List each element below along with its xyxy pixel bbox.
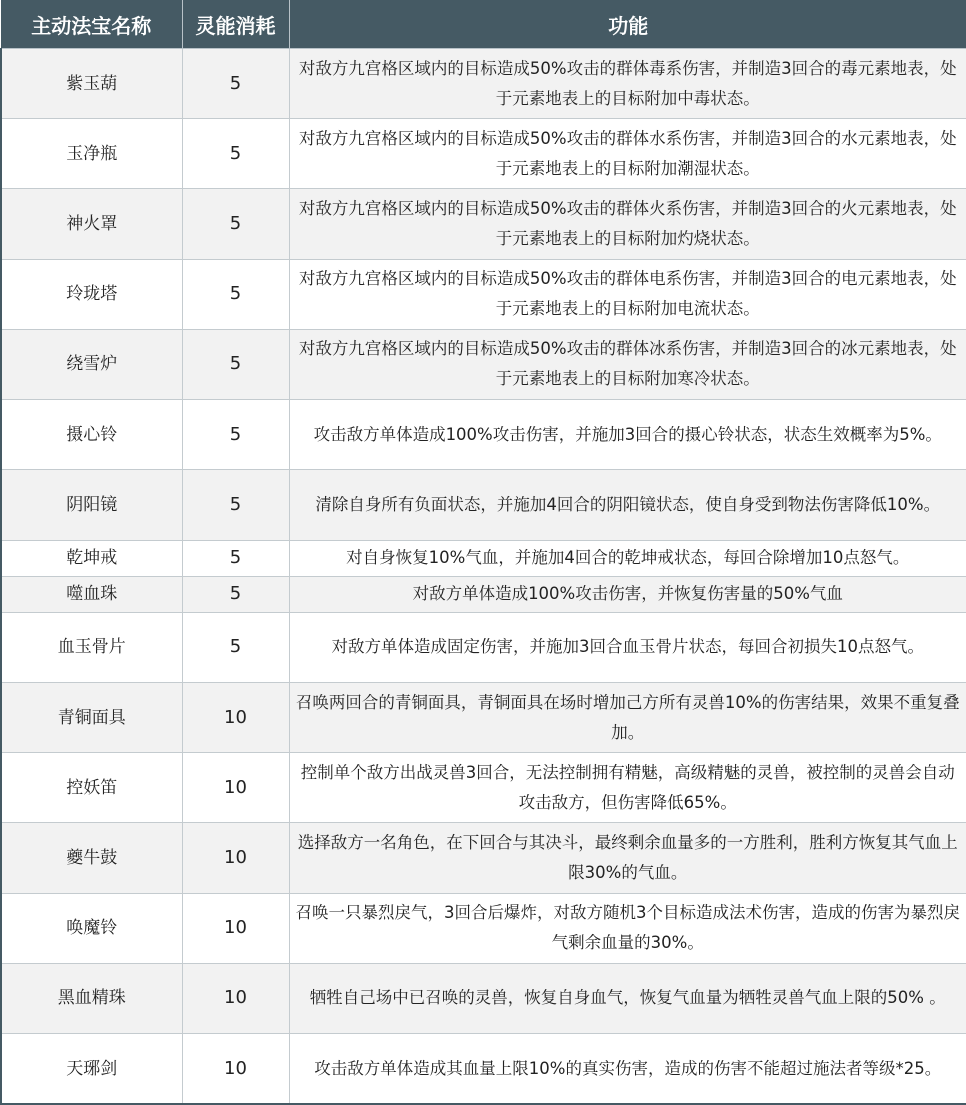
spirit-cost: 5	[182, 470, 289, 540]
table-row	[1, 189, 966, 259]
treasure-function: 攻击敌方单体造成其血量上限10%的真实伤害，造成的伤害不能超过施法者等级*25。	[289, 1034, 966, 1104]
table-row	[1, 400, 966, 470]
table-header-row	[1, 0, 966, 49]
treasure-function: 清除自身所有负面状态，并施加4回合的阴阳镜状态，使自身受到物法伤害降低10%。	[289, 470, 966, 540]
spirit-cost: 10	[182, 1034, 289, 1104]
treasure-name: 控妖笛	[1, 753, 182, 823]
treasure-name: 玉净瓶	[1, 119, 182, 189]
spirit-cost: 10	[182, 893, 289, 963]
spirit-cost: 5	[182, 400, 289, 470]
treasure-name: 夔牛鼓	[1, 823, 182, 893]
treasure-name: 噬血珠	[1, 576, 182, 612]
treasure-name: 乾坤戒	[1, 540, 182, 576]
spirit-cost: 5	[182, 329, 289, 399]
treasure-function: 对自身恢复10%气血，并施加4回合的乾坤戒状态，每回合除增加10点怒气。	[289, 540, 966, 576]
treasure-name: 阴阳镜	[1, 470, 182, 540]
treasure-function: 对敌方九宫格区域内的目标造成50%攻击的群体冰系伤害，并制造3回合的冰元素地表，处于元素地表上的目标附加寒冷状态。	[289, 329, 966, 399]
treasure-function: 对敌方九宫格区域内的目标造成50%攻击的群体火系伤害，并制造3回合的火元素地表，处于元素地表上的目标附加灼烧状态。	[289, 189, 966, 259]
spirit-cost: 10	[182, 963, 289, 1033]
table-row	[1, 576, 966, 612]
table-row	[1, 823, 966, 893]
spirit-cost: 5	[182, 49, 289, 119]
table-row	[1, 963, 966, 1033]
header-function: 功能	[289, 0, 966, 49]
header-cost: 灵能消耗	[182, 0, 289, 49]
spirit-cost: 10	[182, 753, 289, 823]
treasure-function: 攻击敌方单体造成100%攻击伤害，并施加3回合的摄心铃状态，状态生效概率为5%。	[289, 400, 966, 470]
spirit-cost: 10	[182, 823, 289, 893]
spirit-cost: 5	[182, 612, 289, 682]
treasure-name: 摄心铃	[1, 400, 182, 470]
treasure-name: 紫玉葫	[1, 49, 182, 119]
treasure-name: 天琊剑	[1, 1034, 182, 1104]
spirit-cost: 5	[182, 576, 289, 612]
table-row	[1, 1034, 966, 1104]
treasure-function: 选择敌方一名角色，在下回合与其决斗，最终剩余血量多的一方胜利，胜利方恢复其气血上限30%的气血。	[289, 823, 966, 893]
spirit-cost: 5	[182, 540, 289, 576]
treasure-function: 牺牲自己场中已召唤的灵兽，恢复自身血气，恢复气血量为牺牲灵兽气血上限的50% 。	[289, 963, 966, 1033]
treasure-function: 召唤两回合的青铜面具，青铜面具在场时增加己方所有灵兽10%的伤害结果，效果不重复叠加。	[289, 682, 966, 752]
spirit-cost: 5	[182, 119, 289, 189]
table-row	[1, 612, 966, 682]
table-row	[1, 540, 966, 576]
treasure-name: 绕雪炉	[1, 329, 182, 399]
treasure-function: 对敌方九宫格区域内的目标造成50%攻击的群体毒系伤害，并制造3回合的毒元素地表，处于元素地表上的目标附加中毒状态。	[289, 49, 966, 119]
treasure-name: 唤魔铃	[1, 893, 182, 963]
table-row	[1, 329, 966, 399]
table-row	[1, 259, 966, 329]
treasure-name: 神火罩	[1, 189, 182, 259]
table-row	[1, 470, 966, 540]
table-row	[1, 682, 966, 752]
treasure-name: 青铜面具	[1, 682, 182, 752]
spirit-cost: 10	[182, 682, 289, 752]
treasure-function: 对敌方单体造成固定伤害，并施加3回合血玉骨片状态，每回合初损失10点怒气。	[289, 612, 966, 682]
spirit-cost: 5	[182, 259, 289, 329]
treasure-name: 血玉骨片	[1, 612, 182, 682]
treasure-function: 对敌方九宫格区域内的目标造成50%攻击的群体水系伤害，并制造3回合的水元素地表，处于元素地表上的目标附加潮湿状态。	[289, 119, 966, 189]
table-row	[1, 753, 966, 823]
header-name: 主动法宝名称	[1, 0, 182, 49]
table-row	[1, 119, 966, 189]
treasure-name: 黑血精珠	[1, 963, 182, 1033]
treasure-function: 对敌方单体造成100%攻击伤害，并恢复伤害量的50%气血	[289, 576, 966, 612]
treasure-function: 控制单个敌方出战灵兽3回合，无法控制拥有精魅，高级精魅的灵兽，被控制的灵兽会自动攻击敌方，但伤害降低65%。	[289, 753, 966, 823]
table-row	[1, 49, 966, 119]
spirit-cost: 5	[182, 189, 289, 259]
treasure-function: 对敌方九宫格区域内的目标造成50%攻击的群体电系伤害，并制造3回合的电元素地表，处于元素地表上的目标附加电流状态。	[289, 259, 966, 329]
treasure-name: 玲珑塔	[1, 259, 182, 329]
table-row	[1, 893, 966, 963]
treasure-function: 召唤一只暴烈戾气，3回合后爆炸，对敌方随机3个目标造成法术伤害，造成的伤害为暴烈戾气剩余血量的30%。	[289, 893, 966, 963]
